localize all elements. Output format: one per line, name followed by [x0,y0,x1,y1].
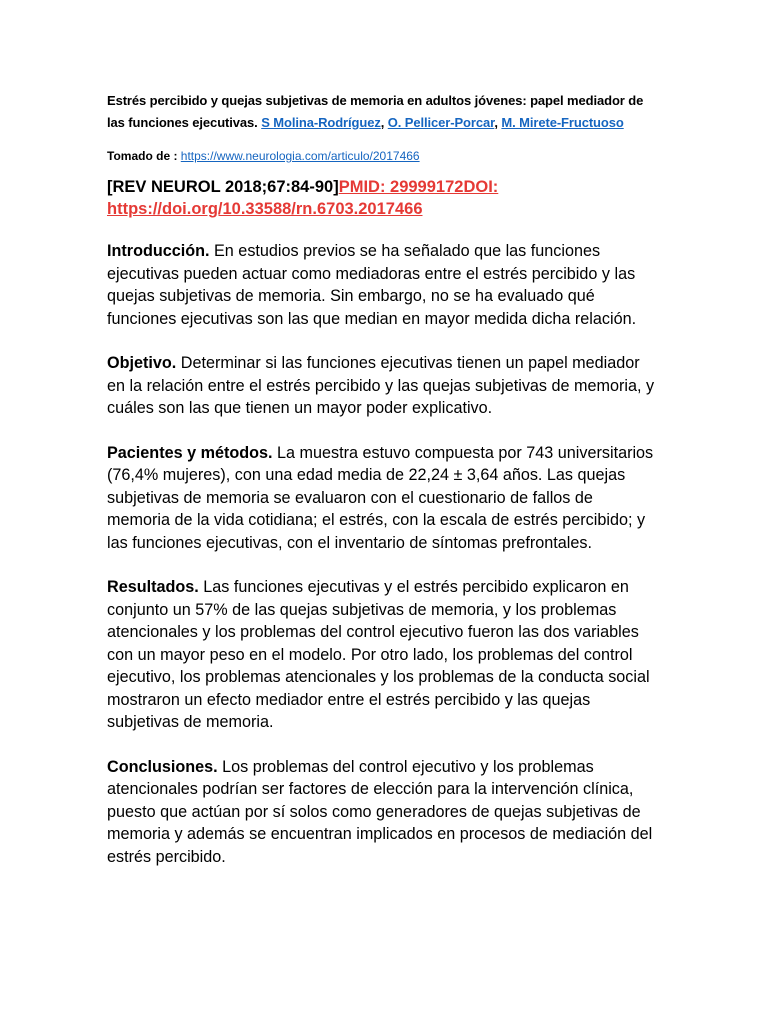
document-page [107,90,659,868]
section-conclusiones [107,756,659,869]
section-text: Las funciones ejecutivas y el estrés percibido explicaron en conjunto un 57% de las quejas subjetivas de memoria, y los problemas atencionales y los problemas del control ejecutivo fueron las dos variables con un mayor peso en el modelo. Por otro lado, los problemas del control ejecutivo, los problemas atencionales y los problemas de la conducta social mostraron un efecto mediador entre el estrés percibido y las quejas subjetivas de memoria. [107,578,650,731]
reference-block [107,176,659,220]
journal-citation: [REV NEUROL 2018;67:84-90] [107,178,339,196]
pmid-doi-link[interactable]: PMID: 29999172DOI: https://doi.org/10.33588/rn.6703.2017466 [107,178,499,218]
section-label: Introducción. [107,242,210,260]
author-link-3[interactable]: M. Mirete-Fructuoso [501,115,624,130]
section-introduccion [107,240,659,330]
section-label: Conclusiones. [107,757,218,776]
article-title-block [107,90,659,134]
section-text: Los problemas del control ejecutivo y los problemas atencionales podrían ser factores de elección para la intervención clínica, puesto que actúan por sí solos como generadores de quejas subjetivas de memoria y además se encuentran implicados en procesos de mediación del estrés percibido. [107,757,653,866]
source-line [107,148,659,164]
article-title: Estrés percibido y quejas subjetivas de memoria en adultos jóvenes: papel mediador de las funciones ejecutivas. [107,93,644,130]
source-label: Tomado de : [107,149,181,163]
author-separator: , [380,115,388,130]
abstract-body [107,240,659,868]
section-text: Determinar si las funciones ejecutivas tienen un papel mediador en la relación entre el estrés percibido y las quejas subjetivas de memoria, y cuáles son las que tienen un mayor poder explicativo. [107,354,655,417]
author-link-1[interactable]: S Molina-Rodríguez [261,115,381,130]
section-label: Pacientes y métodos. [107,443,273,462]
section-label: Objetivo. [107,354,177,372]
section-objetivo [107,352,659,420]
section-label: Resultados. [107,578,199,596]
author-separator: , [494,115,502,130]
source-url-link[interactable]: https://www.neurologia.com/articulo/2017466 [180,149,420,163]
section-resultados [107,576,659,734]
section-text: En estudios previos se ha señalado que las funciones ejecutivas pueden actuar como mediadoras entre el estrés percibido y las quejas subjetivas de memoria. Sin embargo, no se ha evaluado qué funciones ejecutivas son las que median en mayor medida dicha relación. [107,242,637,328]
section-pacientes-metodos [107,442,659,555]
author-link-2[interactable]: O. Pellicer-Porcar [387,115,495,130]
section-text: La muestra estuvo compuesta por 743 universitarios (76,4% mujeres), con una edad media de 22,24 ± 3,64 años. Las quejas subjetivas de memoria se evaluaron con el cuestionario de fallos de memoria de la vida cotidiana; el estrés, con la escala de estrés percibido; y las funciones ejecutivas, con el inventario de síntomas prefrontales. [107,443,654,552]
